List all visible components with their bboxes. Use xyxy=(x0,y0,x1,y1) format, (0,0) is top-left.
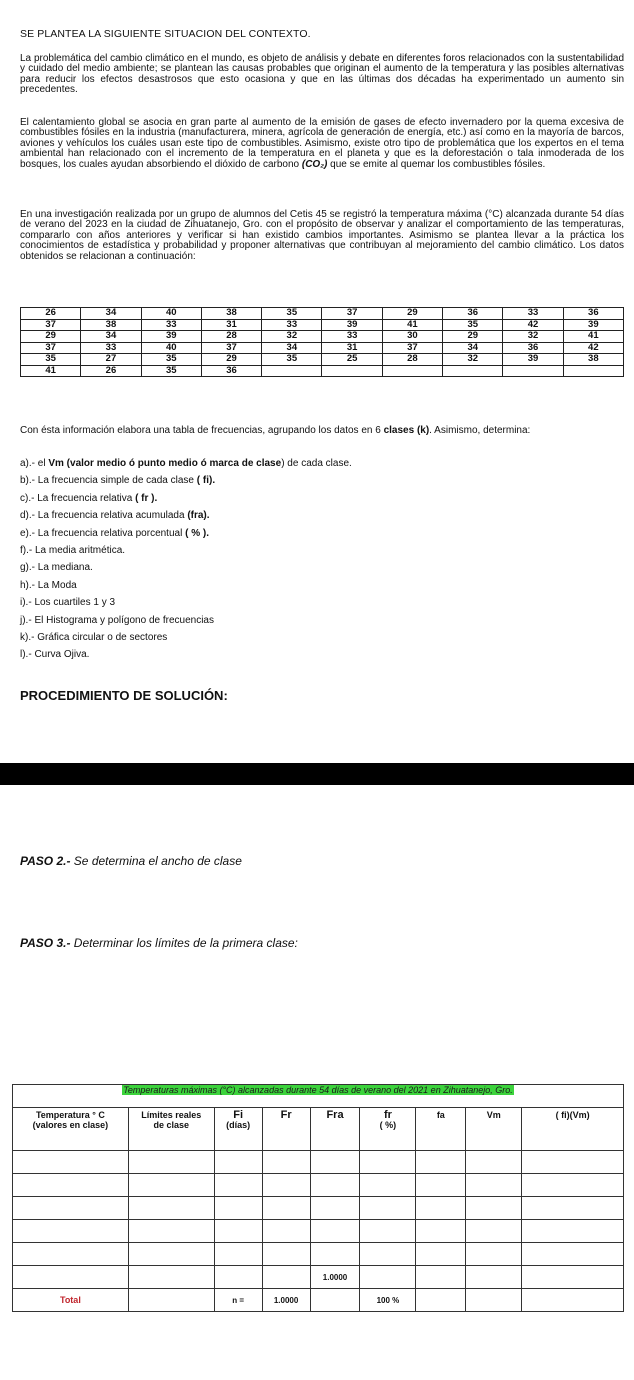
question-h: h).- La Moda xyxy=(20,579,77,591)
data-cell: 28 xyxy=(201,331,261,343)
intro-classes-k: clases (k) xyxy=(383,425,430,436)
cell[interactable] xyxy=(310,1174,360,1197)
frequency-table-title-text: Temperaturas máximas (°C) alcanzadas durante 54 días de verano del 2021 en Zihuatanejo, Gro. xyxy=(123,1085,513,1095)
data-cell: 39 xyxy=(141,331,201,343)
data-cell: 38 xyxy=(563,354,623,366)
frequency-total-row xyxy=(13,1289,624,1312)
cell[interactable] xyxy=(214,1197,262,1220)
data-cell: 36 xyxy=(503,342,563,354)
cell[interactable] xyxy=(310,1289,360,1312)
cell[interactable] xyxy=(128,1243,214,1266)
procedure-title: PROCEDIMIENTO DE SOLUCIÓN: xyxy=(20,688,228,703)
question-a-bold: Vm (valor medio ó punto medio ó marca de clase xyxy=(48,458,282,469)
data-cell: 35 xyxy=(443,319,503,331)
step-3-text: Determinar los límites de la primera clase: xyxy=(70,936,298,950)
data-row xyxy=(21,354,624,366)
cell[interactable] xyxy=(13,1243,129,1266)
cell[interactable] xyxy=(128,1220,214,1243)
step-3-label: PASO 3.- xyxy=(20,936,71,950)
data-cell: 37 xyxy=(201,342,261,354)
header-limits-line2: de clase xyxy=(153,1120,190,1130)
cell[interactable] xyxy=(214,1266,262,1289)
fr-total: 1.0000 xyxy=(262,1289,310,1312)
data-cell: 32 xyxy=(503,331,563,343)
header-fi xyxy=(214,1108,262,1151)
data-cell: 37 xyxy=(21,342,81,354)
frequency-table xyxy=(12,1084,624,1312)
data-cell: 42 xyxy=(563,342,623,354)
cell[interactable] xyxy=(466,1197,522,1220)
cell[interactable] xyxy=(416,1220,466,1243)
data-cell xyxy=(322,365,382,377)
data-cell: 33 xyxy=(141,319,201,331)
data-cell: 36 xyxy=(201,365,261,377)
cell[interactable] xyxy=(416,1197,466,1220)
cell[interactable] xyxy=(466,1266,522,1289)
data-cell: 41 xyxy=(21,365,81,377)
cell[interactable] xyxy=(262,1197,310,1220)
data-cell: 30 xyxy=(382,331,442,343)
cell[interactable] xyxy=(466,1289,522,1312)
question-c-bold: ( fr ). xyxy=(135,492,158,504)
paragraph-global-warming-text: El calentamiento global se asocia en gran parte al aumento de la emisión de gases de efecto invernadero por la quema excesiva de combustibles fósiles en la industria (manufacturera, minera, agrícola de generación de energía, etc.) así como en la mayoría de barcos, aviones y vehículos los cuáles usan este tipo de combustibles. Asimismo, existe otro tipo de problemática que los expertos en el tema ambiental han relacionado con el incremento de la temperatura en el planeta y que es la deforestación o tala inmoderada de los bosques, los cuales ayudan absorbiendo el dióxido de carbono xyxy=(20,117,624,170)
data-cell: 40 xyxy=(141,342,201,354)
data-cell: 25 xyxy=(322,354,382,366)
data-cell: 39 xyxy=(563,319,623,331)
cell[interactable] xyxy=(214,1151,262,1174)
question-c-text: c).- La frecuencia relativa xyxy=(20,492,136,504)
data-cell: 33 xyxy=(322,331,382,343)
cell[interactable] xyxy=(13,1197,129,1220)
data-cell: 34 xyxy=(81,308,141,320)
header-fr-percent-sub: ( %) xyxy=(379,1120,397,1130)
frequency-row xyxy=(13,1151,624,1174)
cell[interactable] xyxy=(522,1151,624,1174)
question-k: k).- Gráfica circular o de sectores xyxy=(20,631,168,643)
header-fr-label: Fr xyxy=(280,1109,292,1121)
question-d-bold: (fra). xyxy=(187,510,210,522)
question-a xyxy=(20,458,352,475)
data-cell xyxy=(503,365,563,377)
header-fi-sub: (días) xyxy=(226,1120,251,1130)
cell[interactable] xyxy=(466,1220,522,1243)
cell[interactable] xyxy=(416,1266,466,1289)
data-cell: 31 xyxy=(201,319,261,331)
cell[interactable] xyxy=(416,1174,466,1197)
data-cell: 26 xyxy=(81,365,141,377)
question-b xyxy=(20,475,352,492)
cell[interactable] xyxy=(128,1197,214,1220)
page-divider-bar xyxy=(0,763,634,785)
header-fi-label: Fi xyxy=(233,1109,244,1121)
cell[interactable] xyxy=(262,1243,310,1266)
header-fr-percent-label: fr xyxy=(383,1109,392,1121)
cell[interactable] xyxy=(360,1243,416,1266)
cell[interactable] xyxy=(128,1151,214,1174)
cell[interactable] xyxy=(13,1220,129,1243)
cell[interactable] xyxy=(214,1220,262,1243)
cell[interactable] xyxy=(466,1243,522,1266)
question-e-bold: ( % ). xyxy=(185,527,209,539)
data-cell: 34 xyxy=(262,342,322,354)
cell[interactable] xyxy=(310,1151,360,1174)
data-row xyxy=(21,365,624,377)
data-cell: 31 xyxy=(322,342,382,354)
question-a-tail: ) de cada clase. xyxy=(281,458,352,469)
paragraph-global-warming-tail: que se emite al quemar los combustibles fósiles. xyxy=(327,158,546,170)
frequency-row xyxy=(13,1266,624,1289)
header-vm: Vm xyxy=(466,1108,522,1151)
question-b-text: b).- La frecuencia simple de cada clase xyxy=(20,475,197,487)
data-cell: 42 xyxy=(503,319,563,331)
cell[interactable] xyxy=(262,1174,310,1197)
data-cell: 38 xyxy=(81,319,141,331)
header-fr xyxy=(262,1108,310,1151)
cell[interactable] xyxy=(310,1197,360,1220)
header-limits xyxy=(128,1108,214,1151)
header-limits-line1: Límites reales xyxy=(141,1110,202,1120)
data-cell: 34 xyxy=(81,331,141,343)
header-temperature xyxy=(13,1108,129,1151)
cell[interactable] xyxy=(310,1243,360,1266)
cell[interactable] xyxy=(416,1151,466,1174)
data-cell: 35 xyxy=(262,308,322,320)
cell[interactable] xyxy=(214,1243,262,1266)
cell[interactable] xyxy=(522,1197,624,1220)
cell[interactable] xyxy=(262,1151,310,1174)
section-heading: SE PLANTEA LA SIGUIENTE SITUACION DEL CONTEXTO. xyxy=(20,28,311,40)
cell[interactable] xyxy=(13,1174,129,1197)
cell[interactable] xyxy=(466,1151,522,1174)
cell[interactable] xyxy=(360,1220,416,1243)
data-cell: 33 xyxy=(262,319,322,331)
total-label: Total xyxy=(13,1289,129,1312)
cell[interactable] xyxy=(522,1266,624,1289)
data-cell: 33 xyxy=(81,342,141,354)
cell[interactable] xyxy=(128,1289,214,1312)
frequency-row xyxy=(13,1243,624,1266)
instructions-intro xyxy=(20,425,530,436)
question-d xyxy=(20,510,352,527)
cell[interactable] xyxy=(416,1289,466,1312)
header-temperature-line1: Temperatura ° C xyxy=(35,1110,105,1120)
question-j: j).- El Histograma y polígono de frecuencias xyxy=(20,614,214,626)
data-cell: 35 xyxy=(21,354,81,366)
cell[interactable] xyxy=(262,1220,310,1243)
data-cell: 29 xyxy=(201,354,261,366)
header-fa: fa xyxy=(416,1108,466,1151)
cell[interactable] xyxy=(522,1220,624,1243)
header-fra xyxy=(310,1108,360,1151)
data-cell xyxy=(382,365,442,377)
cell[interactable] xyxy=(310,1220,360,1243)
cell[interactable] xyxy=(360,1151,416,1174)
header-fra-label: Fra xyxy=(326,1109,344,1121)
data-cell xyxy=(262,365,322,377)
cell[interactable] xyxy=(522,1289,624,1312)
data-cell: 37 xyxy=(21,319,81,331)
data-cell: 40 xyxy=(141,308,201,320)
question-list xyxy=(20,458,352,667)
data-cell: 35 xyxy=(141,365,201,377)
cell[interactable] xyxy=(522,1174,624,1197)
question-i: i).- Los cuartiles 1 y 3 xyxy=(20,597,116,609)
cell[interactable] xyxy=(262,1266,310,1289)
data-cell: 41 xyxy=(382,319,442,331)
data-cell: 38 xyxy=(201,308,261,320)
step-2 xyxy=(20,854,242,868)
question-f: f).- La media aritmética. xyxy=(20,544,126,556)
data-cell: 34 xyxy=(443,342,503,354)
frequency-table-title xyxy=(13,1085,624,1108)
data-cell: 32 xyxy=(443,354,503,366)
question-c xyxy=(20,493,352,510)
data-cell: 29 xyxy=(443,331,503,343)
cell[interactable] xyxy=(416,1243,466,1266)
question-e xyxy=(20,528,352,545)
fra-last-value: 1.0000 xyxy=(310,1266,360,1289)
data-cell: 35 xyxy=(141,354,201,366)
data-row xyxy=(21,319,624,331)
data-cell: 39 xyxy=(322,319,382,331)
cell[interactable] xyxy=(360,1266,416,1289)
intro-text-end: . Asimismo, determina: xyxy=(429,425,531,436)
question-d-text: d).- La frecuencia relativa acumulada xyxy=(20,510,188,522)
data-row xyxy=(21,342,624,354)
data-cell: 36 xyxy=(443,308,503,320)
cell[interactable] xyxy=(128,1266,214,1289)
frequency-row xyxy=(13,1197,624,1220)
frequency-row xyxy=(13,1174,624,1197)
paragraph-investigation: En una investigación realizada por un grupo de alumnos del Cetis 45 se registró la temperatura máxima (°C) alcanzada durante 54 días de verano del 2023 en la ciudad de Zihuatanejo, Gro. con el propósito de observar y analizar el comportamiento de las temperaturas, compararlo con años anteriores y verificar si han existido cambios importantes. Asimismo se plantea llevar a la práctica los conocimientos de estadística y probabilidad y proponer alternativas que contribuyan al mejoramiento del cambio climático. Los datos obtenidos se relacionan a continuación: xyxy=(20,209,624,262)
paragraph-climate-problem: La problemática del cambio climático en el mundo, es objeto de análisis y debate en diferentes foros relacionados con la sustentabilidad y cuidado del medio ambiente; se plantean las causas probables que originan el aumento de la temperatura y las posibles alternativas para reducir los efectos desastrosos que esto ocasiona y que en las últimas dos décadas ha experimentado un aumento sin precedentes. xyxy=(20,53,624,96)
question-a-text: a).- el xyxy=(20,458,49,469)
intro-text: Con ésta información elabora una tabla de frecuencias, agrupando los datos en 6 xyxy=(20,425,384,436)
header-fi-vm: ( fi)(Vm) xyxy=(522,1108,624,1151)
cell[interactable] xyxy=(13,1266,129,1289)
data-cell: 39 xyxy=(503,354,563,366)
step-3 xyxy=(20,936,298,950)
data-cell xyxy=(443,365,503,377)
cell[interactable] xyxy=(214,1174,262,1197)
data-cell: 36 xyxy=(563,308,623,320)
question-e-text: e).- La frecuencia relativa porcentual xyxy=(20,527,186,539)
data-cell: 28 xyxy=(382,354,442,366)
data-cell: 29 xyxy=(21,331,81,343)
cell[interactable] xyxy=(360,1197,416,1220)
data-cell xyxy=(563,365,623,377)
temperature-data-table xyxy=(20,307,624,377)
data-cell: 32 xyxy=(262,331,322,343)
cell[interactable] xyxy=(128,1174,214,1197)
header-fr-percent xyxy=(360,1108,416,1151)
cell[interactable] xyxy=(360,1174,416,1197)
question-g: g).- La mediana. xyxy=(20,562,93,574)
header-temperature-line2: (valores en clase) xyxy=(32,1120,109,1130)
question-b-bold: ( fi). xyxy=(196,475,216,487)
data-row xyxy=(21,308,624,320)
co2-formula: (CO₂) xyxy=(301,158,328,170)
question-l: l).- Curva Ojiva. xyxy=(20,649,90,661)
data-cell: 35 xyxy=(262,354,322,366)
cell[interactable] xyxy=(466,1174,522,1197)
data-cell: 26 xyxy=(21,308,81,320)
cell[interactable] xyxy=(522,1243,624,1266)
percent-total: 100 % xyxy=(360,1289,416,1312)
data-cell: 41 xyxy=(563,331,623,343)
data-cell: 29 xyxy=(382,308,442,320)
cell[interactable] xyxy=(13,1151,129,1174)
frequency-row xyxy=(13,1220,624,1243)
data-cell: 37 xyxy=(382,342,442,354)
n-label: n = xyxy=(214,1289,262,1312)
step-2-label: PASO 2.- xyxy=(20,854,71,868)
data-cell: 33 xyxy=(503,308,563,320)
data-cell: 37 xyxy=(322,308,382,320)
data-row xyxy=(21,331,624,343)
data-cell: 27 xyxy=(81,354,141,366)
step-2-text: Se determina el ancho de clase xyxy=(70,854,242,868)
paragraph-global-warming xyxy=(20,118,624,170)
